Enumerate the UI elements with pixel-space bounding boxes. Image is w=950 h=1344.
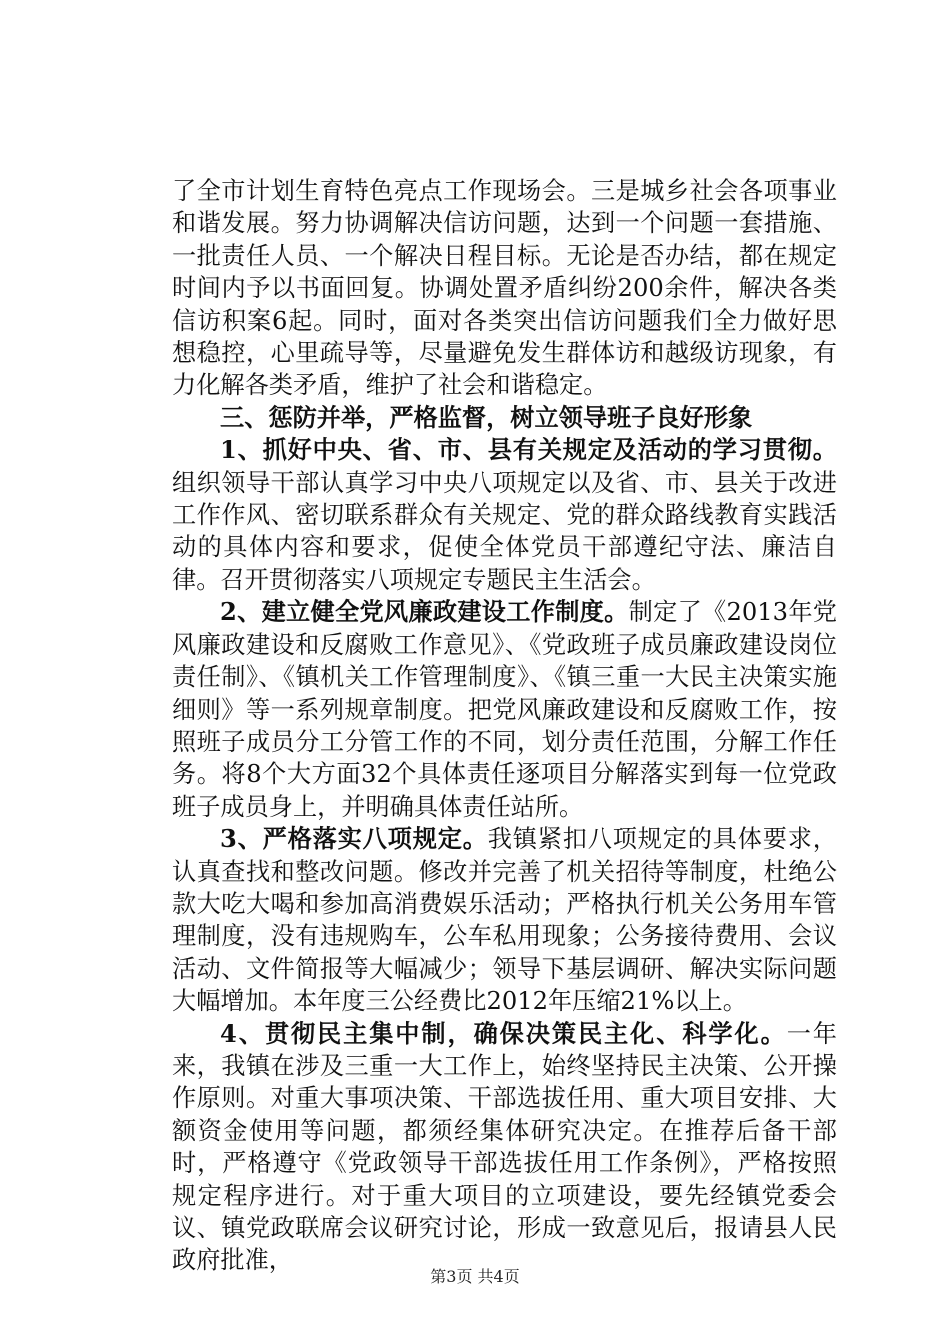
paragraph-text: 了全市计划生育特色亮点工作现场会。三是城乡社会各项事业和谐发展。努力协调解决信访问题，达到一个问题一套措施、一批责任人员、一个解决日程目标。无论是否办结，都在规定时间内予以书面回复。协调处置矛盾纠纷200余件，解决各类信访积案6起。同时，面对各类突出信访问题我们全力做好思想稳控，心里疏导等，尽量避免发生群体访和越级访现象，有力化解各类矛盾，维护了社会和谐稳定。 — [172, 177, 837, 400]
item-3-text: 我镇紧扣八项规定的具体要求，认真查找和整改问题。修改并完善了机关招待等制度，杜绝公款大吃大喝和参加高消费娱乐活动；严格执行机关公务用车管理制度，没有违规购车，公车私用现象；公务接待费用、会议活动、文件简报等大幅减少；领导下基层调研、解决实际问题大幅增加。本年度三公经费比2012年压缩21%以上。 — [172, 825, 837, 1016]
item-1-lead: 1、抓好中央、省、市、县有关规定及活动的学习贯彻。 — [220, 435, 837, 465]
item-3-lead: 3、严格落实八项规定。 — [220, 824, 488, 854]
paragraph-social-harmony — [172, 175, 837, 402]
item-4-lead: 4、贯彻民主集中制，确保决策民主化、科学化。 — [220, 1018, 787, 1048]
item-4-text: 一年来，我镇在涉及三重一大工作上，始终坚持民主决策、公开操作原则。对重大事项决策、干部选拔任用、重大项目安排、大额资金使用等问题，都须经集体研究决定。在推荐后备干部时，严格遵守《党政领导干部选拔任用工作条例》，严格按照规定程序进行。对于重大项目的立项建设，要先经镇党委会议、镇党政联席会议研究讨论，形成一致意见后，报请县人民政府批准， — [172, 1019, 837, 1275]
paragraph-item-3 — [172, 823, 837, 1017]
page-number-label: 第3页 共4页 — [430, 1267, 520, 1286]
paragraph-item-2 — [172, 596, 837, 823]
section-heading-3 — [172, 402, 837, 434]
item-1-text: 组织领导干部认真学习中央八项规定以及省、市、县关于改进工作作风、密切联系群众有关规定、党的群众路线教育实践活动的具体内容和要求，促使全体党员干部遵纪守法、廉洁自律。召开贯彻落实八项规定专题民主生活会。 — [172, 468, 837, 594]
section-heading-text: 三、惩防并举，严格监督，树立领导班子良好形象 — [220, 402, 753, 432]
item-2-text: 制定了《2013年党风廉政建设和反腐败工作意见》、《党政班子成员廉政建设岗位责任制》、《镇机关工作管理制度》、《镇三重一大民主决策实施细则》等一系列规章制度。把党风廉政建设和反腐败工作，按照班子成员分工分管工作的不同，划分责任范围，分解工作任务。将8个大方面32个具体责任逐项目分解落实到每一位党政班子成员身上，并明确具体责任站所。 — [172, 598, 837, 821]
page-footer — [0, 1267, 950, 1287]
paragraph-item-4 — [172, 1018, 837, 1277]
document-body — [172, 175, 837, 1277]
paragraph-item-1 — [172, 434, 837, 596]
item-2-lead: 2、建立健全党风廉政建设工作制度。 — [220, 597, 629, 627]
